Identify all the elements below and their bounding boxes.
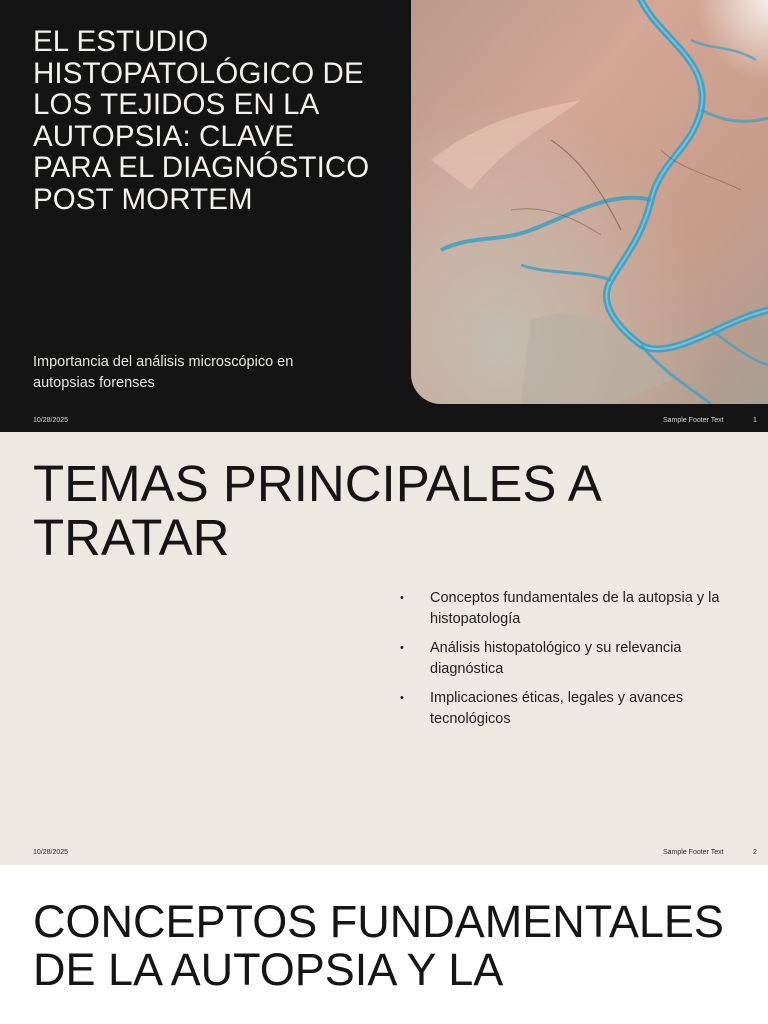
slide-1-subtitle: Importancia del análisis microscópico en autopsias forenses (33, 354, 294, 391)
list-item-label: Conceptos fundamentales de la autopsia y la histopatología (430, 590, 720, 627)
slide-2-title: TEMAS PRINCIPALES A TRATAR (33, 455, 599, 566)
list-item-label: Implicaciones éticas, legales y avances tecnológicos (430, 690, 684, 727)
slide-1[interactable] (0, 0, 768, 432)
tissue-micrograph-image (411, 0, 768, 404)
bullet-icon: • (400, 592, 404, 604)
slide-1-page-number: 1 (753, 417, 757, 424)
slide-1-footer-text: Sample Footer Text (663, 417, 724, 424)
slide-3[interactable] (0, 865, 768, 1024)
slide-2-page-number: 2 (753, 849, 757, 856)
slide-3-title: CONCEPTOS FUNDAMENTALES DE LA AUTOPSIA Y LA (33, 896, 724, 995)
list-item (400, 588, 730, 629)
list-item-label: Análisis histopatológico y su relevancia diagnóstica (430, 640, 682, 677)
slide-2-footer-date: 10/28/2025 (33, 849, 69, 856)
topics-list (400, 588, 730, 738)
list-item (400, 638, 730, 679)
slide-1-title: EL ESTUDIO HISTOPATOLÓGICO DE LOS TEJIDOS EN LA AUTOPSIA: CLAVE PARA EL DIAGNÓSTICO POST MORTEM (33, 25, 370, 216)
slide-2-footer-text: Sample Footer Text (663, 849, 724, 856)
bullet-icon: • (400, 642, 404, 654)
list-item (400, 688, 730, 729)
slide-1-footer-date: 10/28/2025 (33, 417, 69, 424)
slide-2[interactable] (0, 432, 768, 865)
bullet-icon: • (400, 692, 404, 704)
